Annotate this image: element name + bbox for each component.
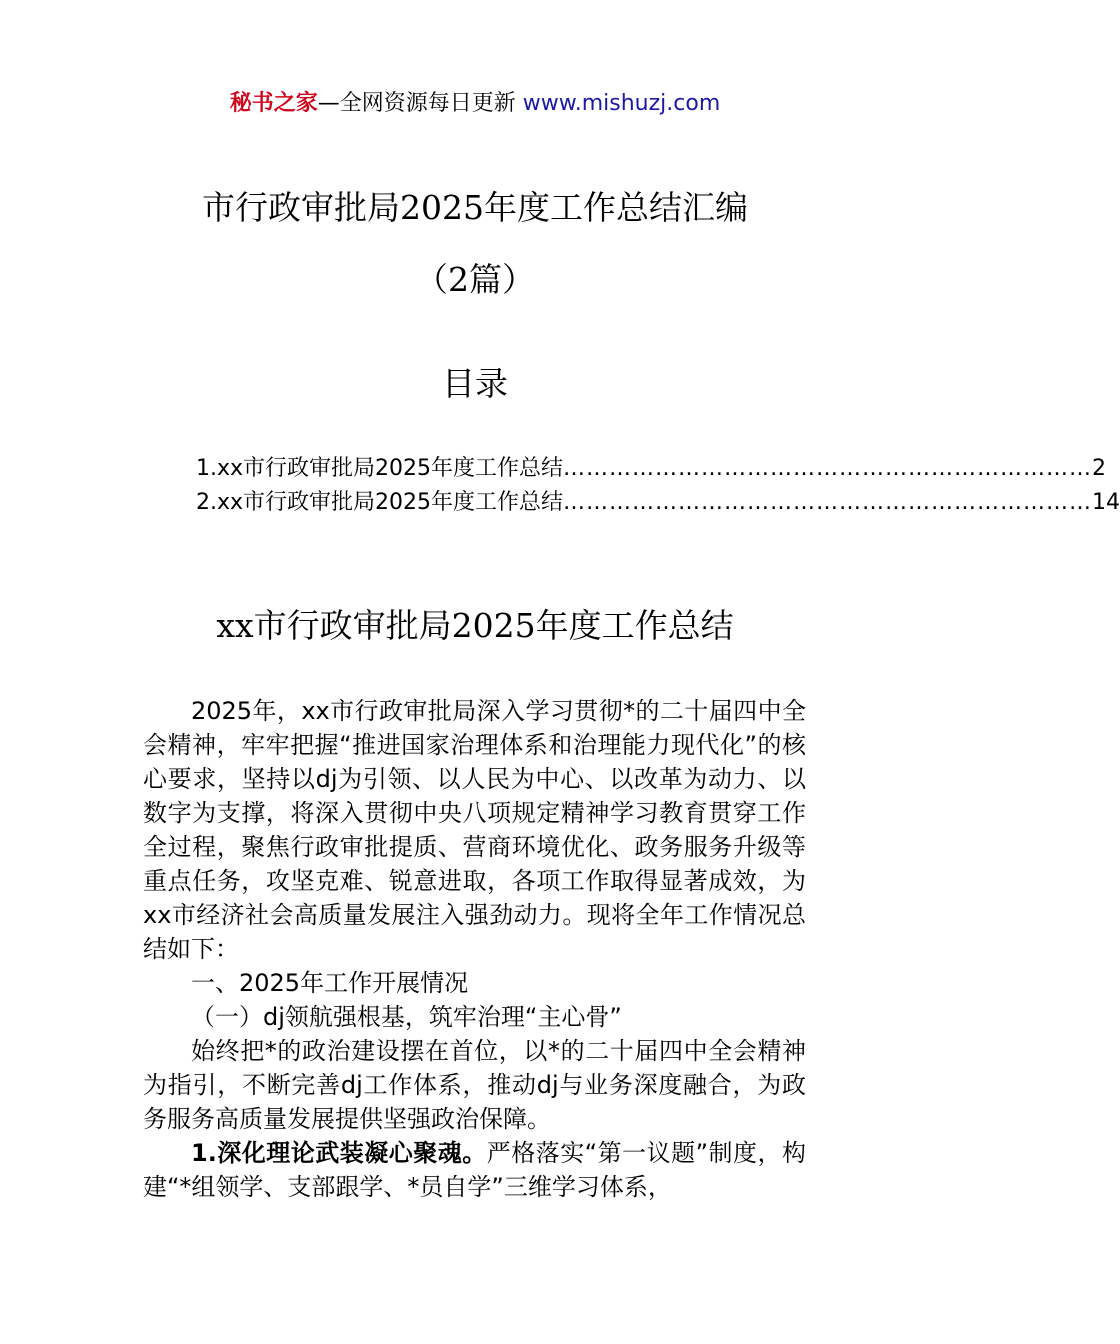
toc-item-page: 2 [1092,456,1107,481]
toc-heading: 目录 [442,364,508,403]
point-title: 1.深化理论武装凝心聚魂。 [191,1139,487,1167]
document-subtitle: （2篇） [415,260,535,299]
toc-leader-dots: …………………………………………………………… [563,490,1093,515]
toc-item-page: 14 [1092,490,1120,515]
site-header [0,88,950,120]
body-paragraph: 始终把*的政治建设摆在首位，以*的二十届四中全会精神为指引，不断完善dj工作体系，推动dj与业务深度融合，为政务服务高质量发展提供坚强政治保障。 [143,1037,806,1133]
subsection-heading: （一）dj领航强根基，筑牢治理“主心骨” [191,1003,622,1031]
section-heading: 一、2025年工作开展情况 [191,969,469,997]
point-paragraph [143,1136,806,1204]
site-url-link[interactable]: www.mishuzj.com [522,91,721,116]
toc-item-label: 1.xx市行政审批局2025年度工作总结 [196,456,564,481]
document-title: 市行政审批局2025年度工作总结汇编 [202,188,748,227]
intro-paragraph: 2025年，xx市行政审批局深入学习贯彻*的二十届四中全会精神，牢牢把握“推进国家治理体系和治理能力现代化”的核心要求，坚持以dj为引领、以人民为中心、以改革为动力、以数字为支撑，将深入贯彻中央八项规定精神学习教育贯穿工作全过程，聚焦行政审批提质、营商环境优化、政务服务升级等重点任务，攻坚克难、锐意进取，各项工作取得显著成效，为xx市经济社会高质量发展注入强劲动力。现将全年工作情况总结如下： [143,697,806,963]
toc-item-label: 2.xx市行政审批局2025年度工作总结 [196,490,564,515]
site-brand: 秘书之家 [229,91,318,116]
header-separator: — [317,91,340,116]
toc-item[interactable] [196,452,1107,486]
article-title: xx市行政审批局2025年度工作总结 [216,606,734,645]
header-tagline: 全网资源每日更新 [339,91,523,116]
toc-leader-dots: …………………………………………………………… [563,456,1093,481]
toc-item[interactable] [196,486,1120,520]
point-text: 严格落实“第一议题”制度，构建“*组领学、支部跟学、*员自学”三维学习体系， [143,1139,806,1201]
article-body [143,694,806,1204]
